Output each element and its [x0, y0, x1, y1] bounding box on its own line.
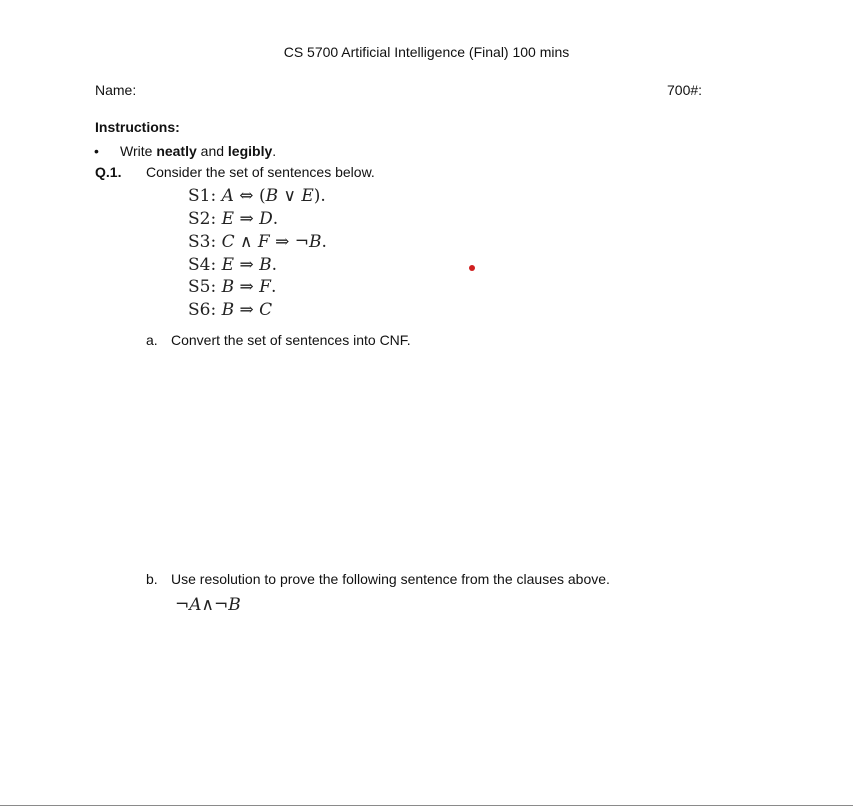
sentence-s1	[188, 186, 326, 206]
symbol: C	[259, 300, 273, 320]
goal-sentence	[175, 595, 241, 615]
part-b-letter: b.	[146, 571, 158, 587]
part-a-text: Convert the set of sentences into CNF.	[171, 332, 411, 348]
operator: ∧	[234, 232, 258, 252]
symbol: B	[221, 300, 235, 320]
operator: ⇒	[275, 232, 290, 252]
sentence-s6	[188, 300, 272, 320]
negation: ¬	[175, 595, 190, 615]
operator: ⇒	[239, 255, 254, 275]
period: .	[321, 232, 327, 252]
symbol: E	[301, 186, 314, 206]
symbol: F	[259, 277, 271, 297]
negation: ¬	[213, 595, 229, 615]
paren: ).	[313, 186, 326, 206]
period: .	[271, 255, 277, 275]
sentence-label: S4:	[188, 255, 217, 275]
instruction-text: .	[272, 143, 277, 159]
symbol: B	[265, 186, 279, 206]
question-prompt: Consider the set of sentences below.	[146, 164, 375, 180]
paren: (	[258, 186, 266, 206]
symbol: A	[221, 186, 234, 206]
symbol: B	[221, 277, 235, 297]
period: .	[272, 209, 279, 229]
sentence-label: S6:	[188, 300, 217, 320]
symbol: F	[257, 232, 270, 252]
symbol: C	[221, 232, 235, 252]
instruction-item	[120, 143, 276, 159]
symbol: D	[259, 209, 273, 229]
page-title: CS 5700 Artificial Intelligence (Final) 100 mins	[283, 44, 570, 60]
negation: ¬	[294, 232, 309, 252]
operator: ∨	[278, 186, 302, 206]
instruction-emphasis: neatly	[156, 143, 197, 159]
part-b-text: Use resolution to prove the following sentence from the clauses above.	[171, 571, 610, 587]
symbol: E	[221, 209, 235, 229]
instructions-heading: Instructions:	[95, 119, 180, 135]
sentence-s5	[188, 277, 276, 297]
sentence-s2	[188, 209, 278, 229]
bullet-icon: •	[94, 143, 99, 159]
part-a-letter: a.	[146, 332, 158, 348]
operator: ⇒	[239, 277, 254, 297]
instruction-emphasis: legibly	[227, 143, 273, 159]
operator: ⇒	[239, 209, 254, 229]
symbol: A	[189, 595, 202, 615]
sentence-label: S3:	[188, 232, 217, 252]
period: .	[270, 277, 277, 297]
symbol: B	[309, 232, 322, 252]
student-id-label: 700#:	[667, 82, 703, 98]
sentence-label: S2:	[188, 209, 217, 229]
instruction-text: and	[196, 143, 228, 159]
operator: ∧	[201, 595, 214, 615]
operator: ⇒	[239, 300, 254, 320]
instruction-text: Write	[120, 143, 157, 159]
question-number: Q.1.	[95, 164, 122, 180]
name-label: Name:	[95, 82, 137, 98]
sentence-label: S5:	[188, 277, 217, 297]
sentence-s4	[188, 255, 277, 275]
symbol: B	[259, 255, 272, 275]
sentence-s3	[188, 232, 327, 252]
annotation-dot	[469, 265, 475, 271]
symbol: B	[228, 595, 241, 615]
operator: ⇔	[239, 186, 254, 206]
sentence-label: S1:	[188, 186, 217, 206]
symbol: E	[221, 255, 235, 275]
